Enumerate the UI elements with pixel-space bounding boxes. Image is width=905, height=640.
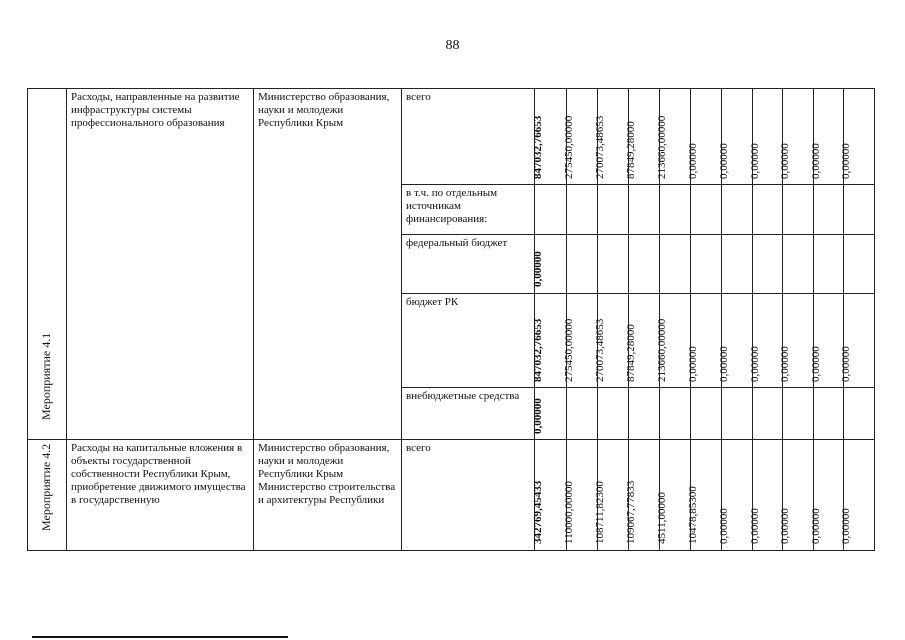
value-cell: [660, 185, 691, 235]
value-cell: [844, 387, 875, 439]
value-cell: [687, 89, 722, 185]
table-row: [28, 440, 875, 551]
value-text: 0,00000: [718, 345, 730, 382]
value-cell: [753, 185, 783, 235]
value-text: 0,00000: [809, 508, 822, 544]
value-text: 110000,00000: [563, 481, 575, 544]
value-text: 0,00000: [531, 251, 544, 288]
value-cell: [594, 89, 629, 185]
description-cell: Расходы, направленные на развитие инфраструктуры системы профессионального образования: [67, 89, 254, 440]
value-text: 0,00000: [718, 143, 730, 179]
value-cell: [814, 235, 844, 293]
value-cell: [748, 89, 783, 185]
value-cell: [563, 293, 598, 387]
value-cell: [660, 387, 691, 439]
source-label-cell: внебюджетные средства: [402, 387, 535, 439]
value-cell: [598, 387, 629, 439]
value-cell: [809, 440, 844, 551]
value-cell: [844, 185, 875, 235]
value-text: 87849,28000: [625, 323, 637, 382]
value-cell: [722, 185, 753, 235]
value-cell: [687, 293, 722, 387]
executor-cell: Министерство образования, науки и молодежи Республики Крым Министерство строительства и архитектуры Республики: [254, 440, 402, 551]
value-cell: [814, 387, 844, 439]
source-label-cell: бюджет РК: [402, 293, 535, 387]
value-text: 0,00000: [748, 345, 761, 382]
value-cell: [531, 387, 567, 439]
value-cell: [563, 440, 598, 551]
funding-table: [27, 88, 875, 551]
value-cell: [567, 387, 598, 439]
value-text: 0,00000: [809, 143, 822, 179]
value-text: 0,00000: [531, 398, 544, 434]
value-text: 213660,00000: [656, 115, 668, 179]
value-cell: [783, 387, 814, 439]
table-row: [28, 89, 875, 185]
value-text: 275450,00000: [563, 318, 575, 382]
value-cell: [625, 293, 660, 387]
value-cell: [531, 235, 567, 293]
value-text: 0,00000: [779, 508, 791, 544]
value-cell: [567, 235, 598, 293]
value-text: 275450,00000: [563, 115, 575, 179]
value-cell: [844, 235, 875, 293]
footnote-divider: [32, 636, 288, 638]
value-cell: [691, 235, 722, 293]
value-cell: [809, 89, 844, 185]
value-cell: [598, 235, 629, 293]
source-label-cell: всего: [402, 440, 535, 551]
value-text: 109067,77833: [625, 480, 637, 544]
value-cell: [840, 89, 875, 185]
value-cell: [783, 185, 814, 235]
value-cell: [840, 440, 875, 551]
value-cell: [625, 89, 660, 185]
value-cell: [535, 185, 567, 235]
value-text: 0,00000: [779, 345, 791, 382]
value-cell: [563, 89, 598, 185]
value-cell: [809, 293, 844, 387]
value-text: 0,00000: [687, 345, 699, 382]
value-cell: [598, 185, 629, 235]
value-cell: [779, 440, 814, 551]
value-cell: [718, 440, 753, 551]
value-cell: [625, 440, 660, 551]
value-text: 847032,76653: [531, 115, 544, 179]
source-label-cell: в т.ч. по отдельным источникам финансирования:: [402, 185, 535, 235]
source-label-cell: всего: [402, 89, 535, 185]
value-cell: [753, 235, 783, 293]
value-text: 270073,48653: [594, 115, 606, 179]
value-text: 0,00000: [840, 345, 852, 382]
value-cell: [691, 387, 722, 439]
value-text: 342769,45433: [531, 480, 544, 544]
value-cell: [629, 235, 660, 293]
value-text: 0,00000: [809, 345, 822, 382]
value-text: 0,00000: [748, 508, 761, 544]
page-number: 88: [445, 38, 460, 53]
value-cell: [660, 235, 691, 293]
value-cell: [691, 185, 722, 235]
value-cell: [718, 89, 753, 185]
value-cell: [722, 235, 753, 293]
value-cell: [531, 440, 567, 551]
value-cell: [718, 293, 753, 387]
value-cell: [783, 235, 814, 293]
value-text: 213660,00000: [656, 318, 668, 382]
value-text: 0,00000: [718, 508, 730, 544]
value-cell: [840, 293, 875, 387]
value-text: 270073,48653: [594, 318, 606, 382]
value-cell: [567, 185, 598, 235]
value-cell: [779, 89, 814, 185]
value-cell: [748, 440, 783, 551]
value-cell: [656, 293, 691, 387]
event-label: Мероприятие 4.2: [39, 443, 53, 531]
event-cell: [28, 440, 67, 551]
value-text: 847032,76653: [531, 318, 544, 382]
source-label-cell: федеральный бюджет: [402, 235, 535, 293]
value-cell: [629, 387, 660, 439]
value-text: 0,00000: [779, 143, 791, 179]
executor-cell: Министерство образования, науки и молодежи Республики Крым: [254, 89, 402, 440]
value-cell: [594, 440, 629, 551]
value-text: 0,00000: [748, 143, 761, 179]
value-cell: [722, 387, 753, 439]
value-text: 87849,28000: [625, 121, 637, 179]
value-text: 0,00000: [687, 143, 699, 179]
value-cell: [814, 185, 844, 235]
value-cell: [748, 293, 783, 387]
value-cell: [753, 387, 783, 439]
value-cell: [779, 293, 814, 387]
value-cell: [656, 440, 691, 551]
description-cell: Расходы на капитальные вложения в объекты государственной собственности Республики Крым, приобретение движимого имущества в государственную: [67, 440, 254, 551]
value-cell: [687, 440, 722, 551]
value-text: 108711,82300: [594, 481, 606, 544]
event-cell: [28, 89, 67, 440]
value-text: 4511,00000: [656, 492, 668, 544]
value-cell: [629, 185, 660, 235]
value-cell: [531, 293, 567, 387]
value-text: 0,00000: [840, 508, 852, 544]
value-cell: [656, 89, 691, 185]
value-cell: [594, 293, 629, 387]
value-text: 0,00000: [840, 143, 852, 179]
event-label: Мероприятие 4.1: [39, 332, 53, 420]
value-cell: [531, 89, 567, 185]
value-text: 10478,85300: [687, 486, 699, 544]
